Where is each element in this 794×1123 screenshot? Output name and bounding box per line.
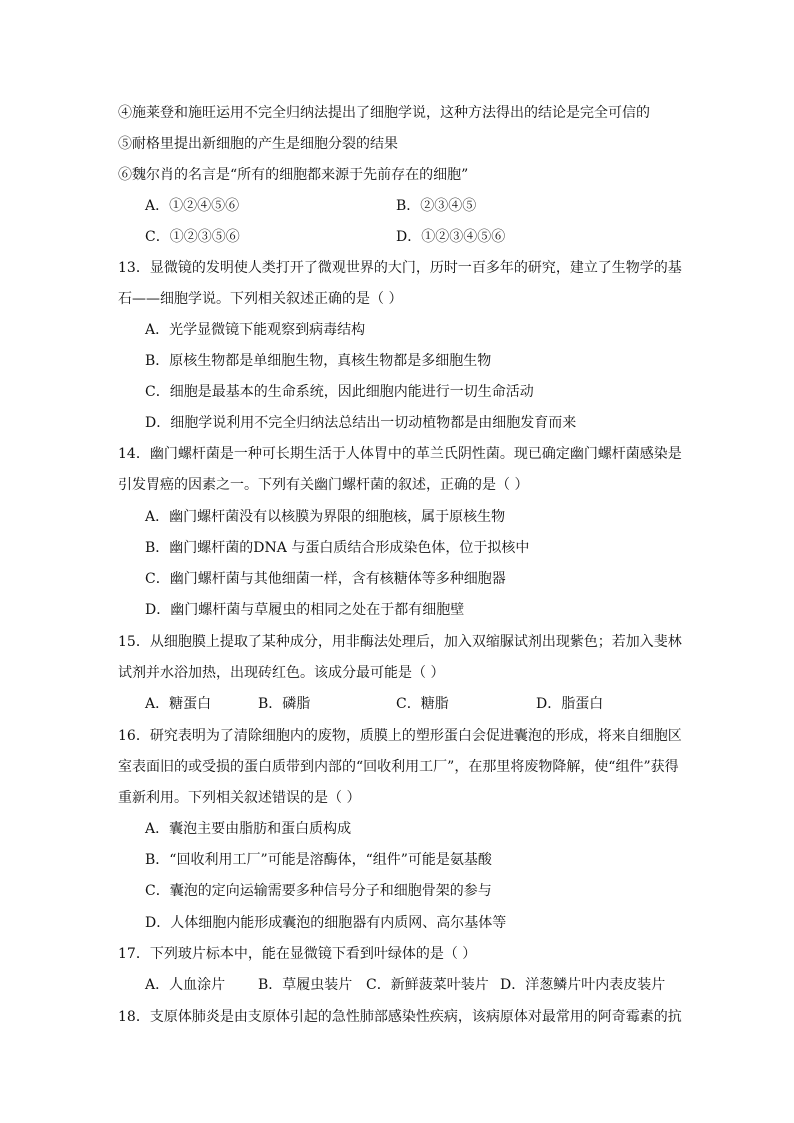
q16-option-c: C．囊泡的定向运输需要多种信号分子和细胞骨架的参与 bbox=[145, 883, 492, 899]
q13-option-a: A．光学显微镜下能观察到病毒结构 bbox=[145, 322, 366, 338]
q14-option-c: C．幽门螺杆菌与其他细菌一样，含有核糖体等多种细胞器 bbox=[145, 571, 506, 587]
q16-stem-line3: 重新利用。下列相关叙述错误的是（ ） bbox=[118, 790, 361, 806]
q15-option-a: A．糖蛋白 bbox=[145, 696, 212, 712]
q14-stem-line2: 引发胃癌的因素之一。下列有关幽门螺杆菌的叙述，正确的是（ ） bbox=[118, 477, 529, 493]
q14-option-b: B．幽门螺杆菌的DNA 与蛋白质结合形成染色体，位于拟核中 bbox=[145, 540, 530, 556]
q13-option-b: B．原核生物都是单细胞生物，真核生物都是多细胞生物 bbox=[145, 353, 492, 369]
q17-option-c: C．新鲜菠菜叶装片 bbox=[366, 977, 489, 993]
q18-stem: 18．支原体肺炎是由支原体引起的急性肺部感染性疾病，该病原体对最常用的阿奇霉素的抗 bbox=[118, 1009, 682, 1025]
q14-stem-line1: 14．幽门螺杆菌是一种可长期生活于人体胃中的革兰氏阴性菌。现已确定幽门螺杆菌感染是 bbox=[118, 446, 682, 462]
q17-option-d: D．洋葱鳞片叶内表皮装片 bbox=[500, 977, 666, 993]
statement-5: ⑤耐格里提出新细胞的产生是细胞分裂的结果 bbox=[118, 136, 398, 152]
q16-stem-line2: 室表面旧的或受损的蛋白质带到内部的“回收利用工厂”，在那里将废物降解，使“组件”获得 bbox=[118, 759, 679, 775]
prev-option-b: B．②③④⑤ bbox=[396, 198, 477, 214]
q16-option-d: D．人体细胞内能形成囊泡的细胞器有内质网、高尔基体等 bbox=[145, 915, 507, 931]
q15-option-d: D．脂蛋白 bbox=[536, 696, 604, 712]
q15-option-b: B．磷脂 bbox=[258, 696, 311, 712]
prev-option-c: C．①②③⑤⑥ bbox=[145, 229, 240, 245]
q14-option-d: D．幽门螺杆菌与草履虫的相同之处在于都有细胞壁 bbox=[145, 602, 465, 618]
prev-option-a: A．①②④⑤⑥ bbox=[145, 198, 240, 214]
q13-option-d: D．细胞学说利用不完全归纳法总结出一切动植物都是由细胞发育而来 bbox=[145, 415, 577, 431]
statement-4: ④施莱登和施旺运用不完全归纳法提出了细胞学说，这种方法得出的结论是完全可信的 bbox=[118, 105, 650, 121]
q17-option-a: A．人血涂片 bbox=[145, 977, 226, 993]
q17-stem: 17．下列玻片标本中，能在显微镜下看到叶绿体的是（ ） bbox=[118, 946, 477, 962]
q13-stem-line2: 石——细胞学说。下列相关叙述正确的是（ ） bbox=[118, 291, 403, 307]
q15-option-c: C．糖脂 bbox=[396, 696, 449, 712]
statement-6: ⑥魏尔肖的名言是“所有的细胞都来源于先前存在的细胞” bbox=[118, 167, 469, 183]
q15-stem-line2: 试剂并水浴加热，出现砖红色。该成分最可能是（ ） bbox=[118, 665, 445, 681]
q13-stem-line1: 13．显微镜的发明使人类打开了微观世界的大门，历时一百多年的研究，建立了生物学的基 bbox=[118, 260, 682, 276]
q13-option-c: C．细胞是最基本的生命系统，因此细胞内能进行一切生命活动 bbox=[145, 384, 534, 400]
q16-option-b: B．“回收利用工厂”可能是溶酶体，“组件”可能是氨基酸 bbox=[145, 852, 492, 868]
q17-option-b: B．草履虫装片 bbox=[258, 977, 353, 993]
q16-option-a: A．囊泡主要由脂肪和蛋白质构成 bbox=[145, 821, 352, 837]
prev-option-d: D．①②③④⑤⑥ bbox=[396, 229, 506, 245]
q14-option-a: A．幽门螺杆菌没有以核膜为界限的细胞核，属于原核生物 bbox=[145, 509, 506, 525]
q16-stem-line1: 16．研究表明为了清除细胞内的废物，质膜上的塑形蛋白会促进囊泡的形成，将来自细胞区 bbox=[118, 728, 682, 744]
q15-stem-line1: 15．从细胞膜上提取了某种成分，用非酶法处理后，加入双缩脲试剂出现紫色；若加入斐林 bbox=[118, 634, 682, 650]
